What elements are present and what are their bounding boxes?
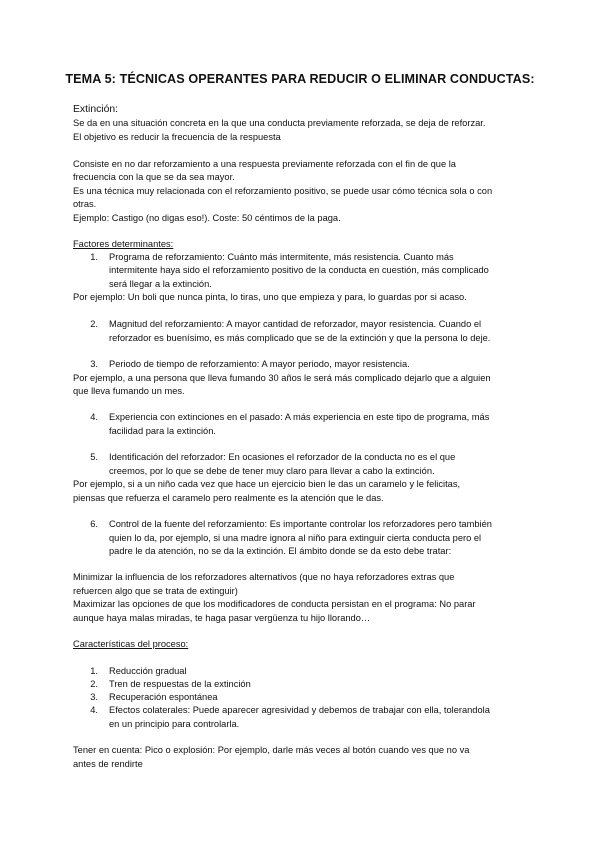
example-line: Por ejemplo, a una persona que lleva fumando 30 años le será más complicado dejarlo que a alguien xyxy=(73,373,491,383)
list-item-line: creemos, por lo que se debe de tener muy claro para llevar a cabo la extinción. xyxy=(109,466,435,476)
list-number: 4. xyxy=(90,412,98,422)
list-number: 3. xyxy=(90,692,98,702)
list-number: 6. xyxy=(90,519,98,529)
list-item-line: Control de la fuente del reforzamiento: Es importante controlar los reforzadores pero también xyxy=(109,519,492,529)
paragraph-line: frecuencia con la que se da sea mayor. xyxy=(73,172,235,182)
list-number: 2. xyxy=(90,319,98,329)
list-number: 3. xyxy=(90,359,98,369)
list-item-line: en un principio para controlarla. xyxy=(109,719,240,729)
example-line: que lleva fumando un mes. xyxy=(73,386,185,396)
paragraph-line: Es una técnica muy relacionada con el reforzamiento positivo, se puede usar cómo técnica sola o con xyxy=(73,186,493,196)
paragraph-line: El objetivo es reducir la frecuencia de la respuesta xyxy=(73,132,281,142)
list-number: 2. xyxy=(90,679,98,689)
paragraph-line: refuercen algo que se trata de extinguir) xyxy=(73,586,238,596)
list-item-line: Identificación del reforzador: En ocasiones el reforzador de la conducta no es el que xyxy=(109,452,456,462)
paragraph-line: Consiste en no dar reforzamiento a una respuesta previamente reforzada con el fin de que la xyxy=(73,159,456,169)
example-line: Por ejemplo: Un boli que nunca pinta, lo tiras, uno que empieza y para, lo guardas por si acaso. xyxy=(73,292,467,302)
list-item-line: facilidad para la extinción. xyxy=(109,426,216,436)
list-number: 1. xyxy=(90,252,98,262)
example-line: Por ejemplo, si a un niño cada vez que hace un ejercicio bien le das un caramelo y le felicitas, xyxy=(73,479,461,489)
paragraph-line: antes de rendirte xyxy=(73,759,143,769)
page-title: TEMA 5: TÉCNICAS OPERANTES PARA REDUCIR O ELIMINAR CONDUCTAS: xyxy=(65,72,535,86)
paragraph-line: Se da en una situación concreta en la que una conducta previamente reforzada, se deja de reforzar. xyxy=(73,118,486,128)
list-item-line: Experiencia con extinciones en el pasado: A más experiencia en este tipo de programa, más xyxy=(109,412,490,422)
list-number: 1. xyxy=(90,666,98,676)
list-item-line: Reducción gradual xyxy=(109,666,187,676)
paragraph-line: otras. xyxy=(73,199,97,209)
example-line: piensas que refuerza el caramelo pero realmente es la atención que le das. xyxy=(73,493,384,503)
list-item-line: Periodo de tiempo de reforzamiento: A mayor periodo, mayor resistencia. xyxy=(109,359,410,369)
list-number: 4. xyxy=(90,705,98,715)
list-item-line: intermitente haya sido el reforzamiento positivo de la conducta en cuestión, más complicado xyxy=(109,265,489,275)
list-item-line: reforzador es buenísimo, es más complicado que se de la extinción y que la persona lo deje. xyxy=(109,333,491,343)
paragraph-line: Tener en cuenta: Pico o explosión: Por ejemplo, darle más veces al botón cuando ves que no va xyxy=(73,745,470,755)
paragraph-line: aunque haya malas miradas, te haga pasar vergüenza tu hijo llorando… xyxy=(73,613,371,623)
list-number: 5. xyxy=(90,452,98,462)
paragraph-line: Ejemplo: Castigo (no digas eso!). Coste: 50 céntimos de la paga. xyxy=(73,213,341,223)
section-heading-factores: Factores determinantes: xyxy=(73,239,174,249)
list-item-line: Recuperación espontánea xyxy=(109,692,218,702)
list-item-line: Magnitud del reforzamiento: A mayor cantidad de reforzador, mayor resistencia. Cuando el xyxy=(109,319,482,329)
section-heading-extincion: Extinción: xyxy=(73,104,119,115)
list-item-line: Tren de respuestas de la extinción xyxy=(109,679,251,689)
list-item-line: quien lo da, por ejemplo, si una madre ignora al niño para extinguir cierta conducta pero el xyxy=(109,533,482,543)
paragraph-line: Minimizar la influencia de los reforzadores alternativos (que no haya reforzadores extras que xyxy=(73,572,455,582)
list-item-line: Programa de reforzamiento: Cuánto más intermitente, más resistencia. Cuanto más xyxy=(109,252,454,262)
list-item-line: Efectos colaterales: Puede aparecer agresividad y debemos de trabajar con ella, tolerandola xyxy=(109,705,490,715)
paragraph-line: Maximizar las opciones de que los modificadores de conducta persistan en el programa: No parar xyxy=(73,599,476,609)
list-item-line: padre le da atención, no se da la extinción. El ámbito donde se da esto debe tratar: xyxy=(109,546,452,556)
section-heading-caracteristicas: Características del proceso: xyxy=(73,639,189,649)
list-item-line: será llegar a la extinción. xyxy=(109,279,212,289)
